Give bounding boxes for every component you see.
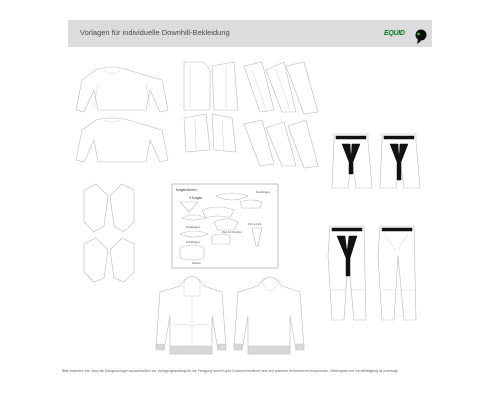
page-title: Vorlagen für individuelle Downhill-Bekleidung	[80, 28, 230, 37]
footer-disclaimer: Bitte beachten Sie, dass die Designvorlagen ausschließlich zur Vorlagengestaltung für die Fertigung durch Equid Customs bestimmt sind und unserem Urheberrecht entsprechen. Weitergabe und Vervielfältigung ist untersagt.	[62, 369, 399, 373]
shorts-front-back	[332, 134, 420, 188]
pants-front-back	[328, 226, 416, 320]
logo-text: EQUID	[384, 30, 405, 37]
collar-polo-buttons: Polo mit Knöpfen	[222, 231, 242, 234]
jersey-front-outline	[76, 67, 168, 112]
jersey-back-outline	[76, 118, 168, 162]
label-sleeve-b: ·	[100, 242, 101, 245]
sleeve-pieces	[244, 62, 318, 168]
hoodie-back	[234, 277, 304, 354]
collar-options-sheet	[172, 184, 278, 268]
collar-v: V-Kragen	[189, 196, 203, 200]
collar-round: Rundkragen	[256, 191, 271, 194]
collar-round-3: Rundkragen	[186, 241, 201, 244]
collar-hood: Kapuze	[192, 262, 201, 265]
collar-heading: Kragen/Armen	[176, 188, 197, 192]
label-sleeve-a: ·	[100, 202, 101, 205]
collar-polo-zip: Polo mit Zip	[248, 223, 262, 226]
collar-round-2: Rundkragen	[186, 226, 201, 229]
jersey-panel-pieces	[184, 62, 238, 152]
glove-sleeve-pieces	[84, 184, 134, 282]
hoodie-front	[156, 276, 226, 354]
